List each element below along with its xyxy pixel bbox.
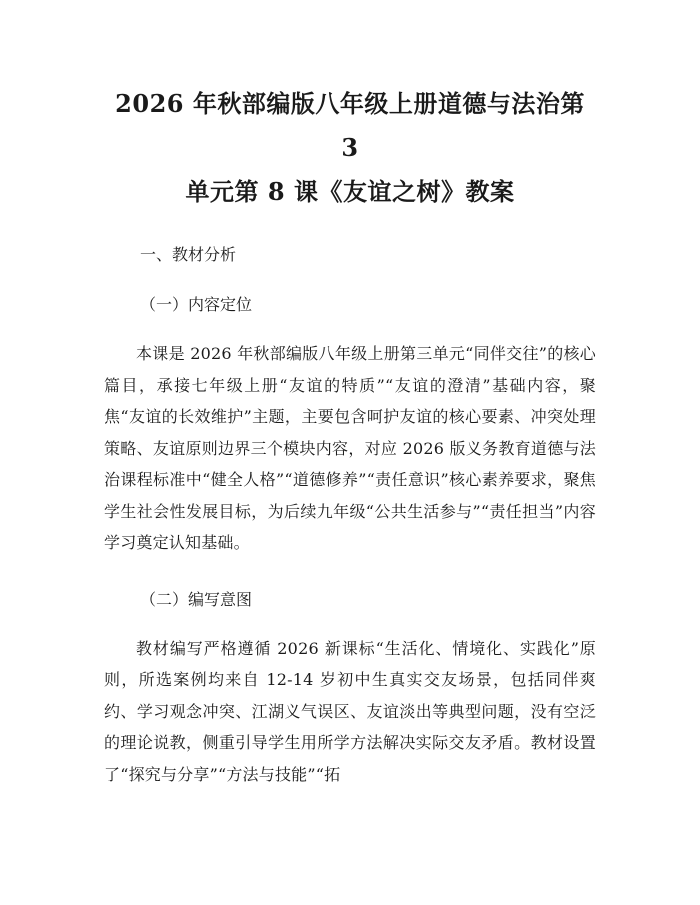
paragraph-writing-intent: 教材编写严格遵循 2026 新课标“生活化、情境化、实践化”原则，所选案例均来自 12-14 岁初中生真实交友场景，包括同伴爽约、学习观念冲突、江湖义气误区、友谊淡出等典型问题，没有空泛的理论说教，侧重引导学生用所学方法解决实际交友矛盾。教材设置了“探究与分享”“方法与技能”“拓 bbox=[104, 638, 596, 784]
paragraph-content-positioning: 本课是 2026 年秋部编版八年级上册第三单元“同伴交往”的核心篇目，承接七年级上册“友谊的特质”“友谊的澄清”基础内容，聚焦“友谊的长效维护”主题，主要包含呵护友谊的核心要素、冲突处理策略、友谊原则边界三个模块内容，对应 2026 版义务教育道德与法治课程标准中“健全人格”“道德修养”“责任意识”核心素养要求，聚焦学生社会性发展目标，为后续九年级“公共生活参与”“责任担当”内容学习奠定认知基础。 bbox=[104, 344, 596, 552]
subsection-heading-content-positioning: （一）内容定位 bbox=[140, 295, 253, 314]
subsection-heading-writing-intent: （二）编写意图 bbox=[140, 589, 253, 609]
title-line-2: 单元第 8 课《友谊之树》教案 bbox=[185, 177, 515, 206]
title-line-1: 2026 年秋部编版八年级上册道德与法治第 3 bbox=[115, 89, 585, 162]
section-heading-textbook-analysis: 一、教材分析 bbox=[140, 245, 237, 264]
document-title bbox=[104, 82, 596, 214]
